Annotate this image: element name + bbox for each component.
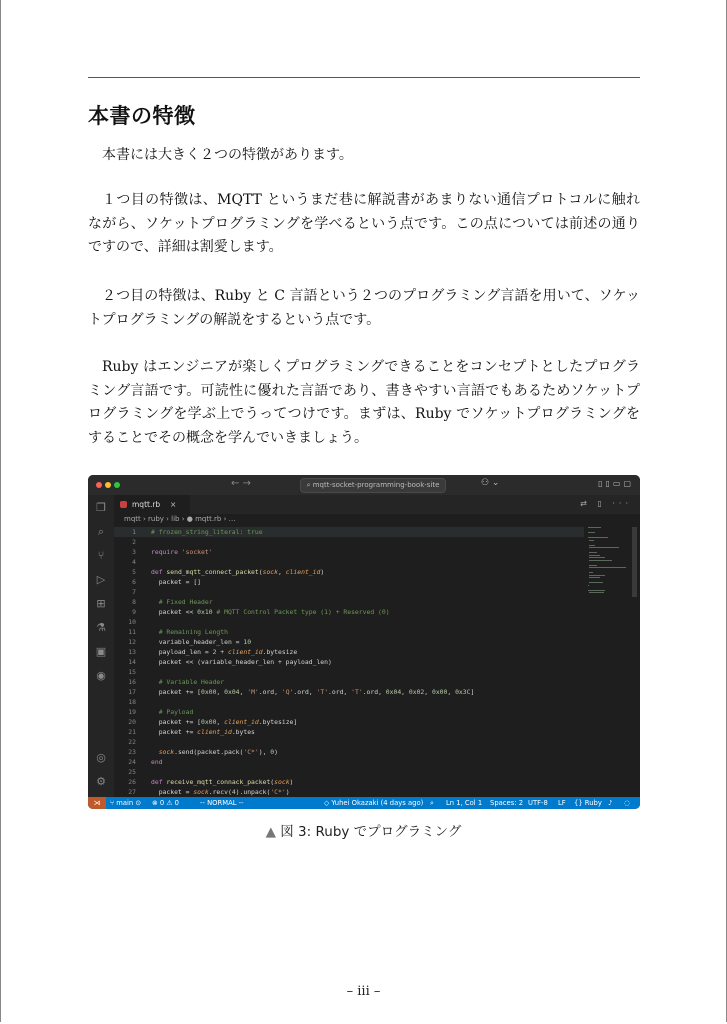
code-text: packet = [] [151, 578, 202, 586]
line-number: 14 [128, 658, 136, 666]
code-line [114, 787, 584, 797]
line-number: 1 [132, 528, 136, 536]
tab-label: mqtt.rb [132, 500, 161, 509]
search-text: mqtt-socket-programming-book-site [312, 481, 440, 489]
line-number: 15 [128, 668, 136, 676]
minimap-line [589, 592, 604, 593]
window-titlebar [88, 475, 640, 495]
code-line [114, 777, 584, 787]
status-mode: -- NORMAL -- [200, 799, 244, 807]
line-number: 10 [128, 618, 136, 626]
ruby-file-icon [120, 501, 127, 508]
caption-triangle-icon: ▲ [265, 824, 276, 840]
minimap-line [589, 575, 605, 576]
line-number: 12 [128, 638, 136, 646]
code-line [114, 707, 584, 717]
code-line [114, 547, 584, 557]
code-line [114, 747, 584, 757]
minimap-line [589, 547, 619, 548]
line-number: 16 [128, 678, 136, 686]
close-dot-icon [96, 482, 102, 488]
bell-icon: ♪ [608, 799, 613, 807]
line-number: 6 [132, 578, 136, 586]
status-encoding: UTF-8 [528, 799, 548, 807]
minimap-line [588, 532, 595, 533]
code-line [114, 677, 584, 687]
minimap-line [589, 565, 597, 566]
breadcrumb: mqtt › ruby › lib › ● mqtt.rb › … [124, 515, 236, 523]
account-icon: ◎ [96, 751, 106, 764]
minimap-line [589, 555, 600, 556]
status-blame-text: Yuhei Okazaki (4 days ago) [331, 799, 424, 807]
line-number: 7 [132, 588, 136, 596]
line-number: 2 [132, 538, 136, 546]
status-language: {} Ruby [574, 799, 602, 807]
source-control-icon: ⑂ [97, 549, 105, 562]
code-text: packet += client_id.bytes [151, 728, 255, 736]
code-text: # Payload [158, 708, 194, 716]
code-line [114, 587, 584, 597]
line-number: 26 [128, 778, 136, 786]
tab-bar [114, 495, 640, 514]
minimap-line [588, 537, 608, 538]
line-number: 25 [128, 768, 136, 776]
line-number: 17 [128, 688, 136, 696]
code-text: # Variable Header [158, 678, 225, 686]
maximize-dot-icon [114, 482, 120, 488]
code-text: packet << (variable_header_len + payload_len) [151, 658, 332, 666]
line-number: 24 [128, 758, 136, 766]
search-icon: ⌕ [97, 525, 105, 538]
code-text: # Remaining Length [158, 628, 228, 636]
code-line [114, 727, 584, 737]
code-line [114, 717, 584, 727]
code-line [114, 737, 584, 747]
code-line [114, 567, 584, 577]
editor-screenshot [88, 475, 640, 809]
minimap-line [589, 577, 600, 578]
code-text: require 'socket' [151, 548, 213, 556]
minimap-line [589, 572, 593, 573]
code-editor [114, 527, 584, 797]
code-text: end [151, 758, 163, 766]
paragraph-2: １つ目の特徴は、MQTT というまだ巷に解説書があまりない通信プロトコルに触れながら、ソケットプログラミングを学べるという点です。この点については前述の通りですので、詳細は割愛します。 [88, 192, 640, 255]
minimap-line [588, 585, 589, 586]
page-number: – iii – [346, 984, 381, 999]
line-number: 5 [132, 568, 136, 576]
nav-arrows-icon: ← → [231, 478, 251, 489]
minimap-line [589, 560, 612, 561]
code-line [114, 637, 584, 647]
line-number: 18 [128, 698, 136, 706]
status-blame: ◇ Yuhei Okazaki (4 days ago) [324, 799, 424, 807]
layout-icons: ▯▯▭▢ [598, 479, 634, 488]
code-text: def receive_mqtt_connack_packet(sock) [151, 778, 294, 786]
zoom-icon: ⌕ [430, 799, 434, 807]
tab-mqtt-rb [114, 495, 190, 514]
status-problems: ⊗ 0 ⚠ 0 [152, 799, 179, 807]
minimap [588, 527, 630, 607]
paragraph-4: Ruby はエンジニアが楽しくプログラミングできることをコンセプトとしたプログラミング言語です。可読性に優れた言語であり、書きやすい言語でもあるためソケットプログラミングを学ぶ上でうってつけです。まずは、Ruby でソケットプログラミングをすることでその概念を学んでいきましょう。 [88, 359, 640, 446]
code-line [114, 597, 584, 607]
line-number: 22 [128, 738, 136, 746]
copilot-icon: ⚇ ⌄ [481, 478, 500, 488]
run-debug-icon: ▷ [96, 573, 106, 586]
code-line [114, 557, 584, 567]
code-text: variable_header_len = 10 [151, 638, 252, 646]
gear-icon: ⚙ [96, 775, 106, 788]
command-search: ⌕ mqtt-socket-programming-book-site [300, 478, 446, 493]
figure-caption [0, 820, 727, 840]
code-line [114, 577, 584, 587]
paragraph-3: ２つ目の特徴は、Ruby と C 言語という２つのプログラミング言語を用いて、ソケットプログラミングの解説をするという点です。 [88, 288, 640, 328]
line-number: 4 [132, 558, 136, 566]
line-number: 21 [128, 728, 136, 736]
header-rule [88, 77, 640, 78]
code-line [114, 607, 584, 617]
code-line [114, 757, 584, 767]
line-number: 13 [128, 648, 136, 656]
code-line [114, 697, 584, 707]
code-line [114, 657, 584, 667]
line-number: 11 [128, 628, 136, 636]
minimap-line [589, 540, 594, 541]
extensions-icon: ⊞ [96, 597, 106, 610]
code-text: payload_len = 2 + client_id.bytesize [151, 648, 298, 656]
minimize-dot-icon [105, 482, 111, 488]
copilot-chat-icon: ◉ [96, 669, 106, 682]
code-line [114, 617, 584, 627]
editor-scrollbar [632, 527, 637, 597]
code-text: packet += [0x00, client_id.bytesize] [151, 718, 298, 726]
code-line [114, 647, 584, 657]
remote-indicator-icon: ⋊ [88, 797, 106, 809]
paragraph-1: 本書には大きく２つの特徴があります。 [102, 147, 353, 163]
activity-bar [88, 495, 114, 797]
code-line [114, 687, 584, 697]
code-text: # frozen_string_literal: true [151, 528, 263, 536]
code-line [114, 527, 584, 537]
testing-icon: ⚗ [96, 621, 106, 634]
code-text: sock.send(packet.pack('C*'), 0) [158, 748, 279, 756]
files-icon: ❐ [96, 501, 106, 514]
code-text: packet << 0x10 # MQTT Control Packet type (1) + Reserved (0) [151, 608, 390, 616]
minimap-line [589, 567, 626, 568]
code-text: packet = sock.recv(4).unpack('C*') [151, 788, 290, 796]
minimap-line [588, 590, 605, 591]
tab-actions: ⇄ ▯ ··· [580, 499, 632, 508]
line-number: 23 [128, 748, 136, 756]
minimap-line [589, 552, 597, 553]
code-line [114, 767, 584, 777]
code-line [114, 537, 584, 547]
line-number: 9 [132, 608, 136, 616]
minimap-line [589, 582, 603, 583]
status-spaces: Spaces: 2 [490, 799, 524, 807]
code-text: def send_mqtt_connect_packet(sock, client_id) [151, 568, 325, 576]
line-number: 19 [128, 708, 136, 716]
line-number: 3 [132, 548, 136, 556]
minimap-line [589, 545, 595, 546]
line-number: 27 [128, 788, 136, 796]
line-number: 20 [128, 718, 136, 726]
status-position: Ln 1, Col 1 [446, 799, 483, 807]
status-branch: ⑂ main ⊙ [110, 799, 142, 807]
status-bar [88, 797, 640, 809]
notifications-icon: ◌ [624, 799, 630, 807]
line-number: 8 [132, 598, 136, 606]
section-title: 本書の特徴 [88, 104, 196, 128]
code-text: # Fixed Header [158, 598, 213, 606]
status-eol: LF [558, 799, 566, 807]
code-text: packet += [0x00, 0x04, 'M'.ord, 'Q'.ord, 'T'.ord, 'T'.ord, 0x04, 0x02, 0x00, 0x3C] [151, 688, 475, 696]
minimap-line [589, 557, 605, 558]
caption-text: 図 3: Ruby でプログラミング [280, 824, 462, 840]
remote-icon: ▣ [95, 645, 107, 658]
code-line [114, 627, 584, 637]
close-icon: × [170, 500, 177, 509]
minimap-line [588, 527, 601, 528]
code-line [114, 667, 584, 677]
